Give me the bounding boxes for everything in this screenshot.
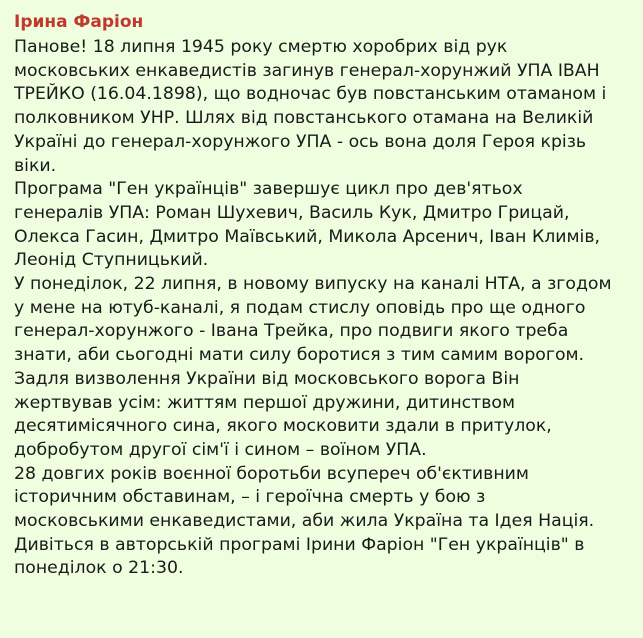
message-text [14, 36, 631, 581]
message-author[interactable]: Ірина Фаріон [14, 12, 144, 32]
message-paragraph: 28 довгих років воєнної боротьби всупереч об'єктивним історичним обставинам, – і героїчна смерть у бою з московськими енкаведистами, аби жила Україна та Ідея Нація. [14, 463, 595, 532]
message-paragraph: У понеділок, 22 липня, в новому випуску на каналі НТА, а згодом у мене на ютуб-каналі, я подам стислу оповідь про ще одного генерал-хорунжого - Івана Трейка, про подвиги якого треба знати, аби сьогодні мати силу боротися з тим самим ворогом. [14, 274, 612, 366]
message-paragraph: Програма "Ген українців" завершує цикл про дев'ятьох генералів УПА: Роман Шухевич, Василь Кук, Дмитро Грицай, Олекса Гасин, Дмитро Маївський, Микола Арсенич, Іван Климів, Леонід Ступницький. [14, 179, 601, 271]
message-paragraph: Дивіться в авторській програмі Ірини Фаріон "Ген українців" в понеділок о 21:30. [14, 534, 585, 579]
message-paragraph: Панове! 18 липня 1945 року смертю хоробрих від рук московських енкаведистів загинув генерал-хорунжий УПА ІВАН ТРЕЙКО (16.04.1898), що водночас був повстанським отаманом і полковником УНР. Шлях від повстанського отамана на Великій Україні до генерал-хорунжого УПА - ось вона доля Героя крізь віки. [14, 37, 607, 176]
message-paragraph: Задля визволення України від московського ворога Він жертвував усім: життям першої дружини, дитинством десятимісячного сина, якого московити здали в притулок, добробутом другої сім'ї і сином – воїном УПА. [14, 368, 552, 460]
